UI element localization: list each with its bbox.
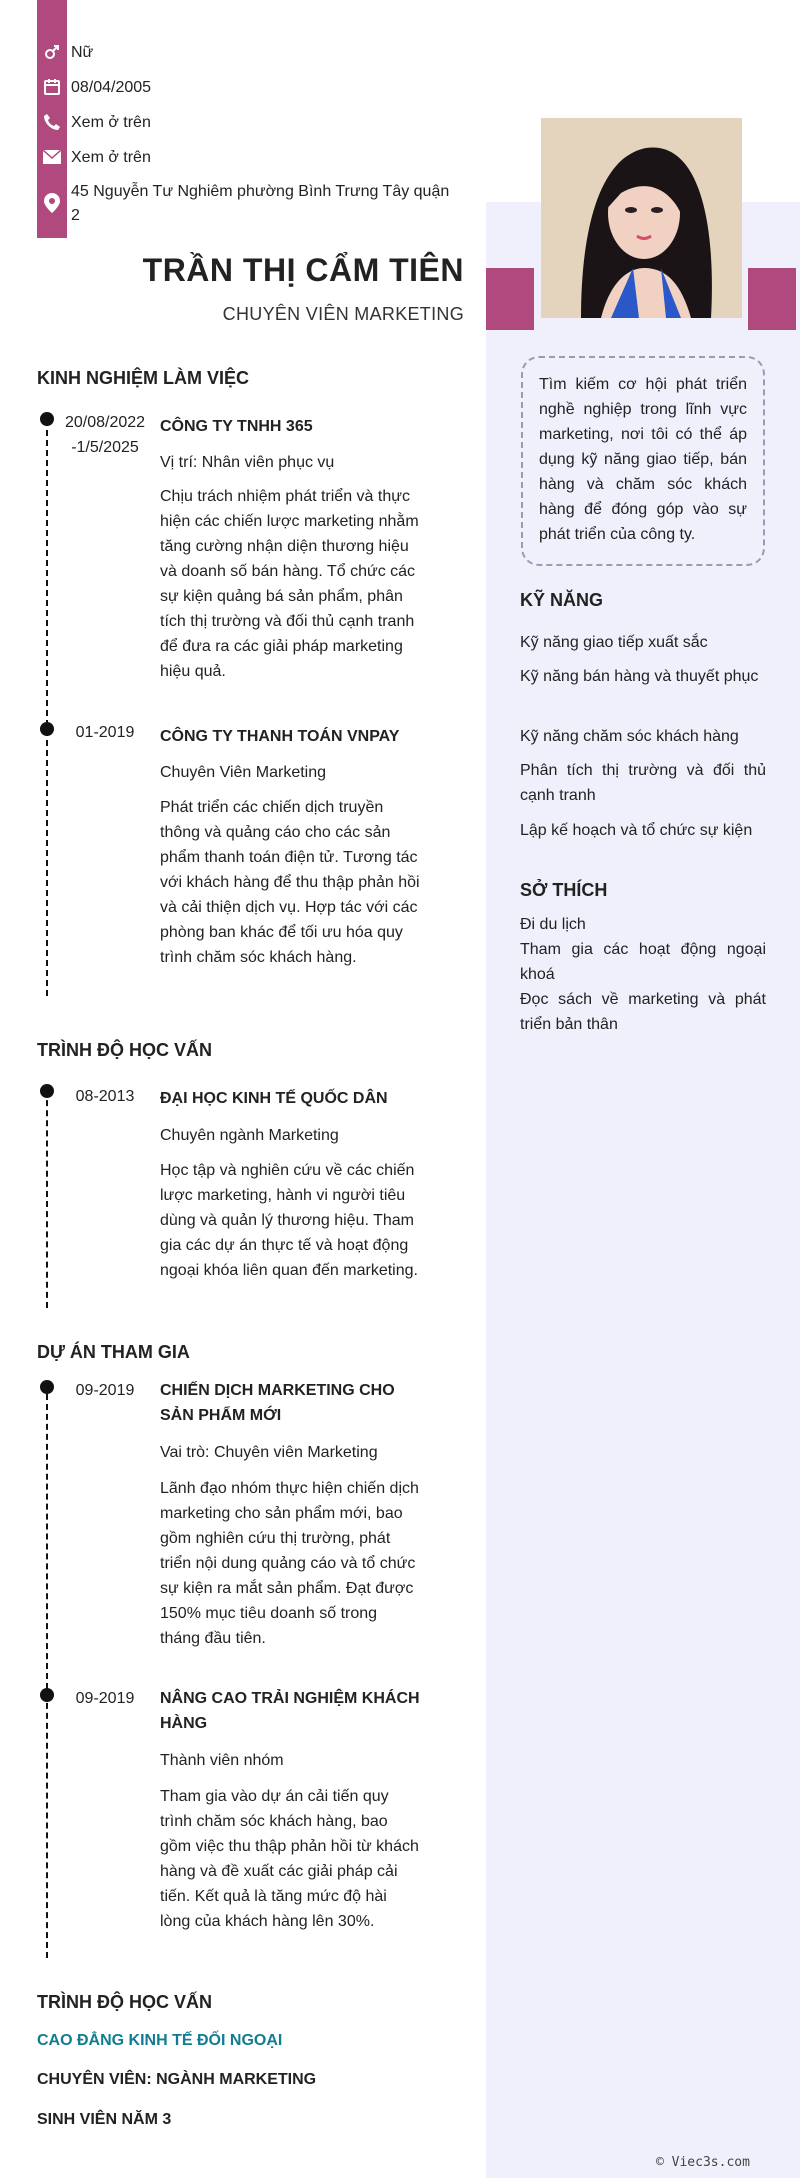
education-school: ĐẠI HỌC KINH TẾ QUỐC DÂN — [160, 1090, 388, 1107]
hobby-item: Đi du lịch — [520, 916, 586, 933]
phone-icon — [37, 107, 67, 137]
timeline-dot — [40, 1688, 54, 1702]
skills-heading: KỸ NĂNG — [520, 590, 604, 610]
timeline-dot — [40, 722, 54, 736]
contact-gender — [37, 37, 457, 67]
project-role: Thành viên nhóm — [160, 1752, 284, 1769]
address-text: 45 Nguyễn Tư Nghiêm phường Bình Trưng Tây quận 2 — [71, 183, 450, 224]
education-description: Học tập và nghiên cứu về các chiến lược marketing, hành vi người tiêu dùng và quản lý thương hiệu. Tham gia các dự án thực tế và hoạt động ngoại khóa liên quan đến marketing. — [160, 1162, 418, 1279]
experience-heading: KINH NGHIỆM LÀM VIỆC — [37, 368, 250, 388]
objective-box: Tìm kiếm cơ hội phát triển nghề nghiệp trong lĩnh vực marketing, nơi tôi có thể áp dụng kỹ năng giao tiếp, bán hàng và chăm sóc khách hàng để đóng góp vào sự phát triển của công ty. — [521, 356, 765, 566]
job-title: CHUYÊN VIÊN MARKETING — [222, 304, 464, 324]
timeline-dot — [40, 1380, 54, 1394]
education-date: 08-2013 — [75, 1088, 135, 1105]
contact-email — [37, 142, 457, 172]
skill-item: Phân tích thị trường và đối thủ cạnh tranh — [520, 762, 766, 804]
footer-copyright: © Viec3s.com — [656, 2155, 750, 2170]
experience-date: 20/08/2022 -1/5/2025 — [64, 414, 146, 456]
contact-address — [37, 180, 457, 230]
hobby-item: Đọc sách về marketing và phát triển bản thân — [520, 991, 766, 1033]
project-role: Vai trò: Chuyên viên Marketing — [160, 1444, 378, 1461]
education-timeline-line — [46, 1090, 48, 1308]
hobbies-heading: SỞ THÍCH — [520, 880, 608, 900]
skill-item: Lập kế hoạch và tổ chức sự kiện — [520, 822, 753, 839]
experience-position: Vị trí: Nhân viên phục vụ — [160, 454, 335, 471]
hobby-item: Tham gia các hoạt động ngoại khoá — [520, 941, 766, 983]
skill-item: Kỹ năng giao tiếp xuất sắc — [520, 634, 708, 651]
location-pin-icon — [37, 188, 67, 218]
contact-phone — [37, 107, 457, 137]
gender-icon — [37, 37, 67, 67]
project-description: Tham gia vào dự án cải tiến quy trình chăm sóc khách hàng, bao gồm việc thu thập phản hồi từ khách hàng và đề xuất các giải pháp cải tiến. Kết quả là tăng mức độ hài lòng của khách hàng lên 30%. — [160, 1788, 419, 1930]
gender-text: Nữ — [71, 44, 94, 61]
experience-position: Chuyên Viên Marketing — [160, 764, 327, 781]
experience-date: 01-2019 — [75, 724, 135, 741]
education2-heading: TRÌNH ĐỘ HỌC VẤN — [37, 1992, 212, 2012]
contact-birthday — [37, 72, 457, 102]
experience-description: Chịu trách nhiệm phát triển và thực hiện các chiến lược marketing nhằm tăng cường nhận diện thương hiệu và doanh số bán hàng. Tổ chức các sự kiện quảng bá sản phẩm, phân tích thị trường và đối thủ cạnh tranh để đưa ra các giải pháp marketing hiệu quả. — [160, 488, 419, 680]
project-description: Lãnh đạo nhóm thực hiện chiến dịch marketing cho sản phẩm mới, bao gồm nghiên cứu thị trường, phát triển nội dung quảng cáo và tổ chức sự kiện ra mắt sản phẩm. Đạt được 150% mục tiêu doanh số trong tháng đầu tiên. — [160, 1480, 419, 1647]
project-title: NÂNG CAO TRẢI NGHIỆM KHÁCH HÀNG — [160, 1690, 420, 1732]
projects-heading: DỰ ÁN THAM GIA — [37, 1342, 190, 1362]
accent-block-right — [748, 268, 796, 330]
project-date: 09-2019 — [75, 1382, 135, 1399]
timeline-dot — [40, 1084, 54, 1098]
education2-major: CHUYÊN VIÊN: NGÀNH MARKETING — [37, 2071, 317, 2088]
email-text: Xem ở trên — [71, 149, 151, 166]
portrait-illustration — [541, 118, 742, 318]
project-date: 09-2019 — [75, 1690, 135, 1707]
skill-item: Kỹ năng chăm sóc khách hàng — [520, 728, 739, 745]
experience-timeline-line — [46, 420, 48, 996]
education2-school: CAO ĐẲNG KINH TẾ ĐỐI NGOẠI — [37, 2032, 283, 2049]
mail-icon — [37, 142, 67, 172]
experience-company: CÔNG TY THANH TOÁN VNPAY — [160, 728, 400, 745]
education-major: Chuyên ngành Marketing — [160, 1127, 339, 1144]
timeline-dot — [40, 412, 54, 426]
project-title: CHIẾN DỊCH MARKETING CHO SẢN PHẨM MỚI — [160, 1382, 395, 1424]
full-name: TRẦN THỊ CẨM TIÊN — [142, 252, 464, 288]
birthday-text: 08/04/2005 — [71, 79, 152, 96]
experience-company: CÔNG TY TNHH 365 — [160, 418, 313, 435]
education2-status: SINH VIÊN NĂM 3 — [37, 2111, 172, 2128]
education-heading: TRÌNH ĐỘ HỌC VẤN — [37, 1040, 212, 1060]
phone-text: Xem ở trên — [71, 114, 151, 131]
accent-block-left — [486, 268, 534, 330]
profile-photo — [541, 118, 742, 318]
projects-timeline-line — [46, 1394, 48, 1958]
skill-item: Kỹ năng bán hàng và thuyết phục — [520, 668, 759, 685]
calendar-icon — [37, 72, 67, 102]
experience-description: Phát triển các chiến dịch truyền thông và quảng cáo cho các sản phẩm thanh toán điện tử. Tương tác với khách hàng để thu thập phản hồi và cải thiện dịch vụ. Hợp tác với các phòng ban khác để tối ưu hóa quy trình chăm sóc khách hàng. — [160, 799, 420, 966]
